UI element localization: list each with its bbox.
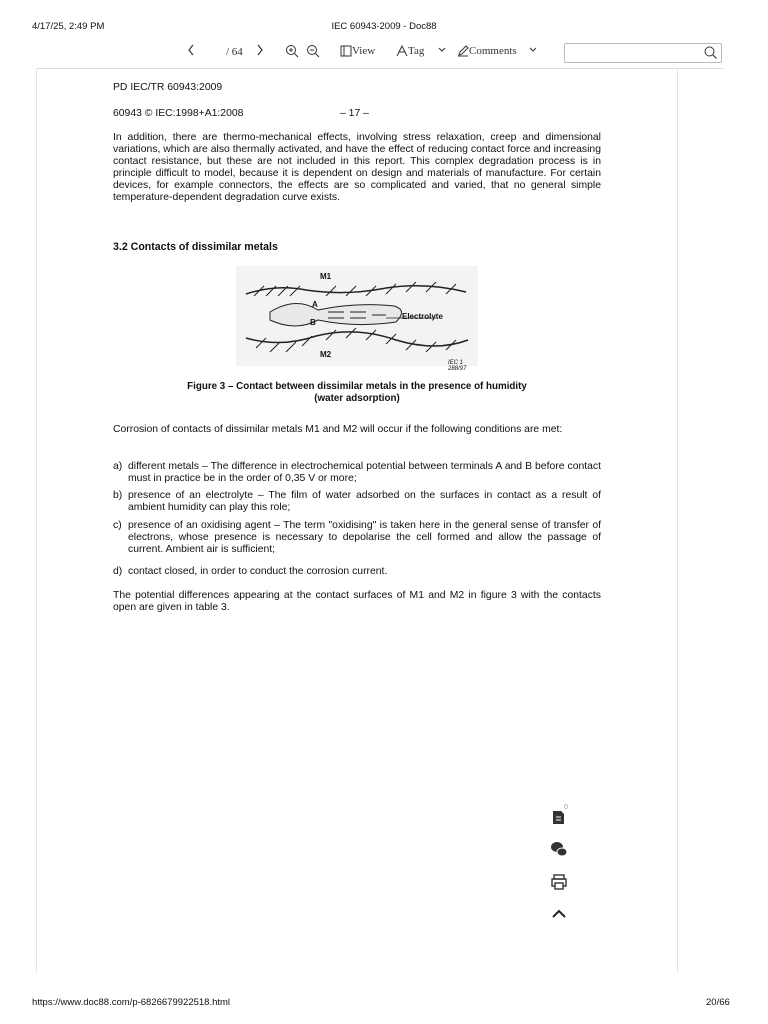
print-button[interactable] bbox=[550, 873, 568, 891]
tag-button[interactable] bbox=[396, 45, 424, 57]
corrosion-paragraph: Corrosion of contacts of dissimilar metals M1 and M2 will occur if the following conditions are met: bbox=[113, 424, 563, 435]
condition-text: different metals – The difference in electrochemical potential between terminals A and B before contact must in practice be in the order of 0,35 V or more; bbox=[128, 461, 601, 484]
condition-item bbox=[113, 566, 601, 578]
tag-icon bbox=[396, 45, 408, 57]
label-m2: M2 bbox=[320, 350, 332, 359]
doc-page-number: – 17 – bbox=[340, 108, 369, 119]
label-b: B bbox=[310, 318, 316, 327]
intro-paragraph: In addition, there are thermo-mechanical effects, involving stress relaxation, creep and dimensional variations, which are also thermally activated, and have the effect of reducing contact force and increasing contact resistance, but these are not included in this report. This complex degradation process is in principle difficult to model, because it is dependent on design and materials of manufacture. For certain devices, for example connectors, the effects are so complicated and varied, that no general simple temperature-dependent degradation curve exists. bbox=[113, 132, 601, 203]
next-page-icon[interactable] bbox=[255, 43, 265, 57]
print-header bbox=[0, 0, 768, 32]
footer-url: https://www.doc88.com/p-6826679922518.html bbox=[32, 997, 231, 1008]
notes-button[interactable] bbox=[550, 804, 568, 826]
printer-icon bbox=[550, 873, 568, 891]
label-m1: M1 bbox=[320, 272, 332, 281]
figure-id: IEC 1 288/97 bbox=[448, 360, 467, 372]
viewer-toolbar bbox=[36, 40, 724, 69]
condition-label: b) bbox=[113, 490, 123, 501]
print-datetime: 4/17/25, 2:49 PM bbox=[32, 21, 105, 32]
figure-caption-line2: (water adsorption) bbox=[314, 393, 400, 404]
zoom-in-icon[interactable] bbox=[285, 44, 299, 58]
closing-paragraph: The potential differences appearing at the contact surfaces of M1 and M2 in figure 3 with the contacts open are given in table 3. bbox=[113, 590, 601, 613]
condition-text: presence of an oxidising agent – The term "oxidising" is taken here in the general sense of transfer of electrons, whose presence is necessary to depolarise the cell formed and allow the passage of current. Ambient air is sufficient; bbox=[128, 520, 601, 555]
chevron-up-icon bbox=[550, 905, 568, 923]
comments-label: Comments bbox=[469, 45, 517, 57]
figure-caption-line1: Figure 3 – Contact between dissimilar metals in the presence of humidity bbox=[187, 381, 527, 392]
condition-text: contact closed, in order to conduct the corrosion current. bbox=[128, 566, 388, 577]
condition-text: presence of an electrolyte – The film of water adsorbed on the surfaces in contact as a result of ambient humidity can play this role; bbox=[128, 490, 601, 513]
wechat-icon bbox=[550, 840, 568, 858]
condition-label: c) bbox=[113, 520, 122, 531]
view-label: View bbox=[352, 45, 376, 57]
zoom-out-icon[interactable] bbox=[306, 44, 320, 58]
condition-label: a) bbox=[113, 461, 123, 472]
section-heading: 3.2 Contacts of dissimilar metals bbox=[113, 241, 278, 253]
search-icon[interactable] bbox=[704, 46, 717, 64]
print-title: IEC 60943-2009 - Doc88 bbox=[331, 21, 437, 32]
condition-item bbox=[113, 490, 601, 514]
condition-label: d) bbox=[113, 566, 123, 577]
doc-header-edition: 60943 © IEC:1998+A1:2008 bbox=[113, 108, 244, 119]
tag-dropdown-chevron-down-icon[interactable] bbox=[438, 44, 446, 56]
comments-dropdown-chevron-down-icon[interactable] bbox=[529, 44, 537, 56]
footer-page-counter: 20/66 bbox=[706, 997, 730, 1008]
scroll-to-top-button[interactable] bbox=[550, 905, 568, 923]
search-input[interactable] bbox=[564, 43, 722, 63]
condition-item bbox=[113, 520, 601, 556]
condition-item bbox=[113, 461, 601, 485]
pen-icon bbox=[457, 45, 469, 57]
wechat-share-button[interactable] bbox=[550, 840, 568, 858]
notes-count-badge: 0 bbox=[564, 804, 568, 811]
view-icon bbox=[340, 45, 352, 57]
tag-label: Tag bbox=[408, 45, 425, 57]
page-indicator[interactable]: / 64 bbox=[226, 46, 243, 58]
comments-button[interactable] bbox=[457, 45, 517, 57]
prev-page-icon[interactable] bbox=[186, 43, 196, 57]
label-electrolyte: Electrolyte bbox=[402, 312, 443, 321]
label-a: A bbox=[312, 300, 318, 309]
doc-header-standard: PD IEC/TR 60943:2009 bbox=[113, 82, 223, 93]
contact-figure bbox=[236, 266, 478, 372]
view-button[interactable] bbox=[340, 45, 375, 57]
